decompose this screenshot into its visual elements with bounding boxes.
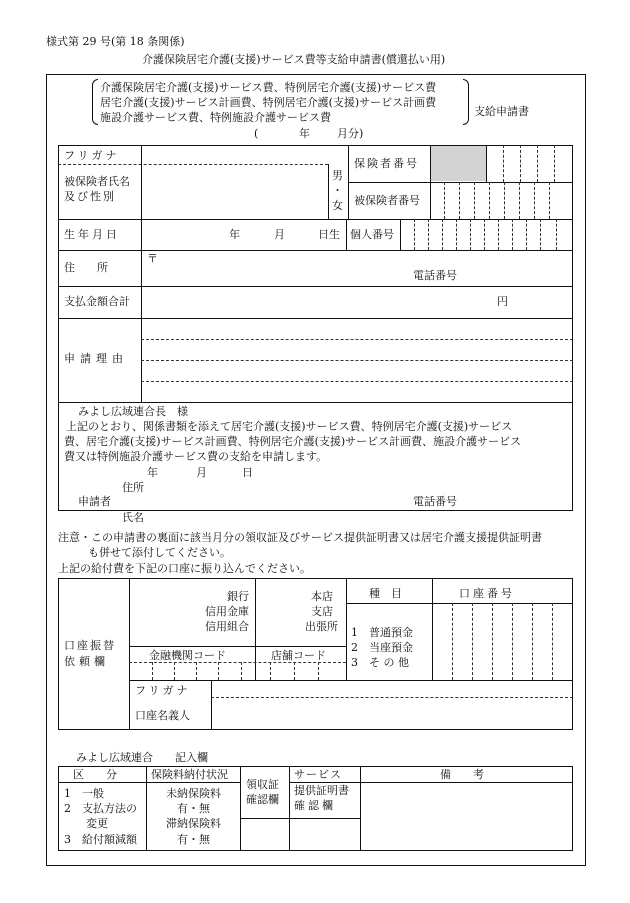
category-3: 3 給付額減額 (64, 833, 137, 846)
name-sex-label-2: 及び性別 (64, 190, 116, 203)
col-premium: 保険料納付状況 (151, 768, 228, 781)
col-service-1: サービス (294, 768, 342, 781)
postal-mark: 〒 (147, 252, 158, 265)
bank-type-shinkin: 信用金庫 (205, 605, 249, 618)
period-open: ( (254, 127, 259, 140)
bank-type-bank: 銀行 (227, 590, 249, 603)
service-type-1: 介護保険居宅介護(支援)サービス費、特例居宅介護(支援)サービス費 (100, 81, 437, 94)
kind-label: 種 目 (369, 587, 402, 600)
col-service-2: 提供証明書 (294, 784, 349, 797)
declaration-line-1: 上記のとおり、関係書類を添えて居宅介護(支援)サービス費、特例居宅介護(支援)サービス (66, 420, 513, 433)
declaration-day: 日 (242, 466, 253, 479)
personal-number-label: 個人番号 (350, 228, 394, 241)
sex-male[interactable]: 男 (332, 169, 343, 182)
phone-label: 電話番号 (413, 269, 457, 282)
holder-furigana-label: フリガナ (135, 684, 191, 697)
page-frame (46, 74, 586, 866)
branch-type-shiten: 支店 (311, 605, 333, 618)
declaration-line-2: 費、居宅介護(支援)サービス計画費、特例居宅介護(支援)サービス計画費、施設介護サービス (64, 435, 522, 448)
col-remarks: 備 考 (440, 768, 484, 781)
birth-year: 年 (229, 228, 240, 241)
premium-arrears: 滞納保険料 (166, 817, 221, 830)
account-number-label: 口座番号 (459, 587, 515, 600)
birth-month: 月 (274, 228, 285, 241)
kind-option-2[interactable]: 2 当座預金 (351, 641, 413, 654)
kind-option-1[interactable]: 1 普通預金 (351, 626, 413, 639)
service-type-3: 施設介護サービス費、特例施設介護サービス費 (100, 111, 331, 124)
col-receipt-1: 領収証 (246, 778, 279, 791)
col-receipt-2: 確認欄 (246, 793, 279, 806)
form-title: 介護保険居宅介護(支援)サービス費等支給申請書(償還払い用) (142, 53, 446, 66)
bank-label-1: 口座振替 (64, 639, 116, 652)
category-1: 1 一般 (64, 787, 104, 800)
service-suffix: 支給申請書 (474, 105, 529, 118)
service-type-2: 居宅介護(支援)サービス計画費、特例居宅介護(支援)サービス計画費 (100, 96, 437, 109)
yen-label: 円 (497, 295, 508, 308)
period-month: 月分) (337, 127, 364, 140)
office-header: みよし広域連合 記入欄 (76, 751, 208, 764)
premium-arrears-yesno[interactable]: 有・無 (177, 833, 210, 846)
declaration-name: 氏名 (122, 511, 144, 524)
premium-unpaid: 未納保険料 (166, 787, 221, 800)
bank-label-2: 依頼欄 (64, 655, 109, 668)
note-2: も併せて添付してください。 (88, 546, 231, 559)
sex-dot: ・ (332, 184, 343, 197)
holder-label: 口座名義人 (135, 709, 190, 722)
category-2b: 変更 (64, 817, 108, 830)
reason-label: 申請理由 (64, 352, 128, 365)
branch-code-label: 店舗コード (271, 649, 326, 662)
birth-day: 日生 (318, 228, 340, 241)
insurer-number-label: 保険者番号 (354, 157, 419, 170)
note-3: 上記の給付費を下記の口座に振り込んでください。 (58, 562, 311, 575)
kind-option-3[interactable]: 3 そ の 他 (351, 656, 409, 669)
declaration-year: 年 (147, 466, 158, 479)
bank-type-kumiai: 信用組合 (205, 620, 249, 633)
branch-type-shucchojo: 出張所 (305, 620, 338, 633)
payment-total-label: 支払金額合計 (64, 295, 130, 308)
col-category: 区 分 (73, 768, 117, 781)
declaration-address: 住所 (122, 481, 144, 494)
form-number: 様式第 29 号(第 18 条関係) (46, 35, 185, 48)
category-2: 2 支払方法の (64, 802, 137, 815)
declaration-applicant: 申請者 (78, 495, 111, 508)
addressee: みよし広域連合長 様 (78, 405, 188, 418)
sex-female[interactable]: 女 (332, 199, 343, 212)
birthdate-label: 生年月日 (64, 228, 120, 241)
period-year: 年 (299, 127, 310, 140)
institution-code-label: 金融機関コード (149, 649, 226, 662)
address-label: 住 所 (64, 261, 108, 274)
premium-unpaid-yesno[interactable]: 有・無 (177, 802, 210, 815)
col-service-3: 確認欄 (294, 799, 336, 812)
branch-type-honten: 本店 (311, 590, 333, 603)
note-1: 注意・この申請書の裏面に該当月分の領収証及びサービス提供証明書又は居宅介護支援提供証明書 (58, 531, 542, 544)
name-sex-label-1: 被保険者氏名 (64, 175, 130, 188)
furigana-label: フリガナ (64, 149, 120, 162)
declaration-phone: 電話番号 (413, 495, 457, 508)
insured-number-label: 被保険者番号 (354, 194, 420, 207)
declaration-line-3: 費又は特例施設介護サービス費の支給を申請します。 (64, 450, 328, 463)
declaration-month: 月 (196, 466, 207, 479)
